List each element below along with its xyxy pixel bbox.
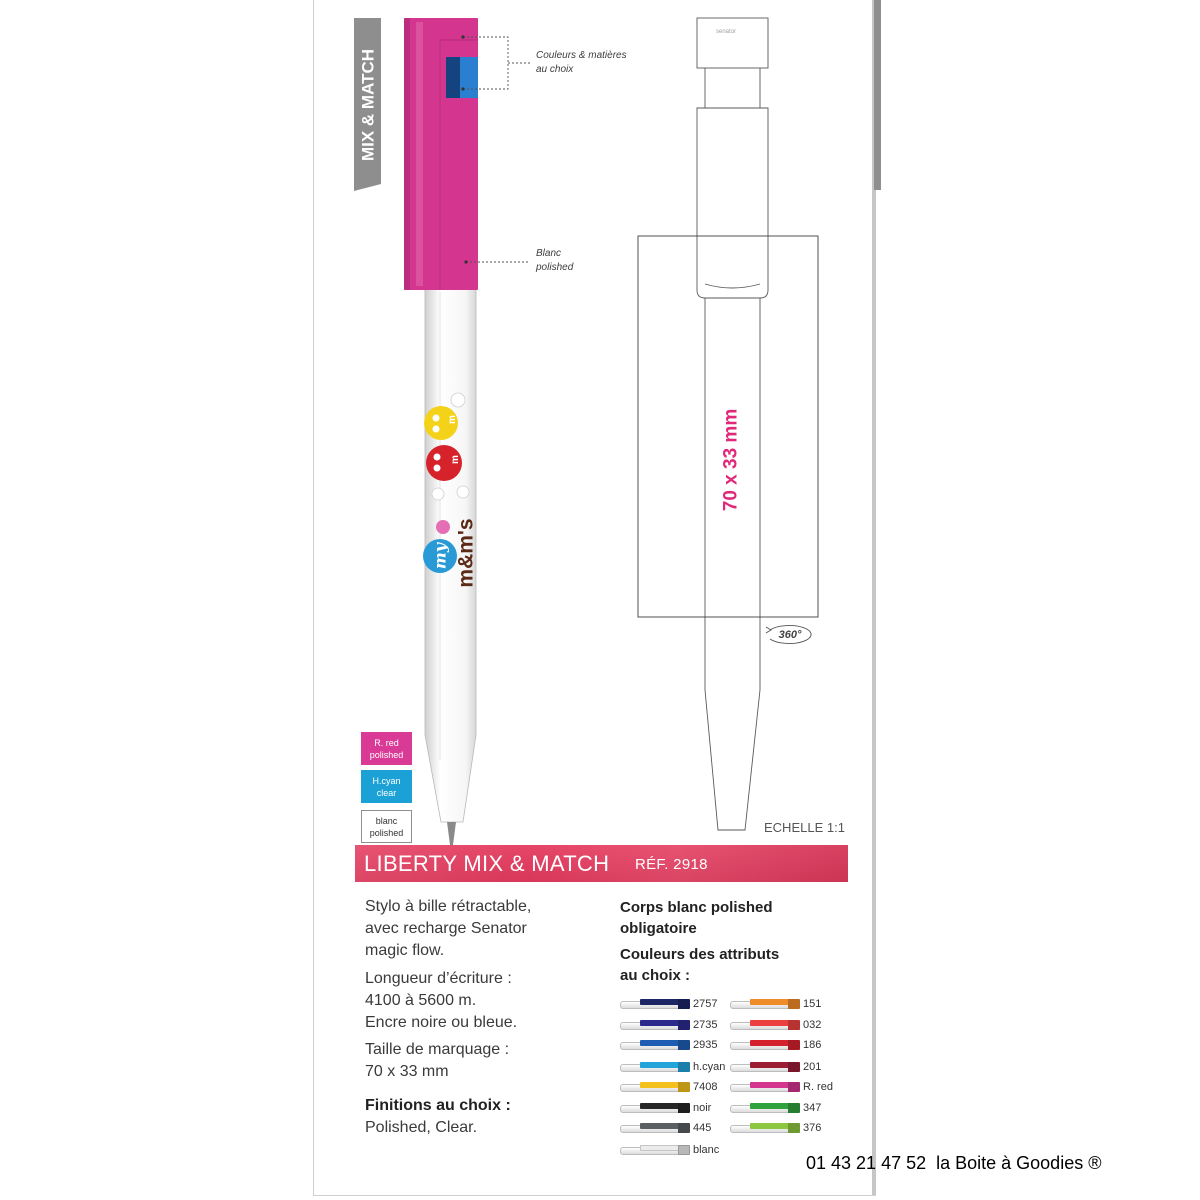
color-option xyxy=(730,1039,830,1051)
description-finishes xyxy=(365,1095,511,1139)
annotation-attributes-line1: Couleurs & matières xyxy=(536,50,627,61)
description-writing xyxy=(365,968,517,1034)
color-option xyxy=(730,1122,830,1134)
rotation-360-icon xyxy=(766,626,811,644)
svg-text:m: m xyxy=(450,455,461,464)
annotation-body-line1: Blanc xyxy=(536,248,562,259)
footer-contact: 01 43 21 47 52 la Boite à Goodies ® xyxy=(806,1153,1102,1173)
mini-pen-icon xyxy=(730,1061,800,1073)
color-code: 445 xyxy=(693,1122,712,1134)
product-reference: RÉF. 2918 xyxy=(635,856,708,873)
pen-tip xyxy=(447,822,456,845)
side-tab xyxy=(354,18,381,191)
drawing-push-button xyxy=(697,18,768,68)
color-option xyxy=(730,1081,833,1093)
color-code: 2757 xyxy=(693,998,718,1010)
color-option xyxy=(620,1081,720,1093)
mini-pen-icon xyxy=(730,998,800,1010)
description-line: Encre noire ou bleue. xyxy=(365,1014,518,1031)
description-line: 70 x 33 mm xyxy=(365,1063,449,1080)
svg-text:m: m xyxy=(447,415,458,424)
side-tab-label: MIX & MATCH xyxy=(358,48,378,162)
drawing-body-lower xyxy=(705,298,760,830)
colors-heading-line1: Couleurs des attributs xyxy=(620,946,780,963)
color-option xyxy=(730,1061,830,1073)
description-intro xyxy=(365,896,531,962)
finish-sublabel: polished xyxy=(369,750,404,760)
color-code: 2735 xyxy=(693,1019,718,1031)
color-code: 347 xyxy=(803,1102,822,1114)
color-option xyxy=(730,1019,830,1031)
finish-swatch-blanc xyxy=(361,810,412,843)
drawing-clip-inner xyxy=(705,284,760,288)
drawing-body-upper xyxy=(705,68,760,108)
mini-pen-icon xyxy=(620,1102,690,1114)
mini-pen-icon xyxy=(620,1144,690,1156)
finishes-heading: Finitions au choix : xyxy=(365,1097,511,1114)
description-line: magic flow. xyxy=(365,942,445,959)
color-code: 032 xyxy=(803,1019,822,1031)
annotation-body-line2: polished xyxy=(536,262,574,273)
product-title: LIBERTY MIX & MATCH xyxy=(364,851,610,876)
mm-logo-brand: m&m's xyxy=(454,518,478,588)
finishes-value: Polished, Clear. xyxy=(365,1119,478,1136)
mini-pen-icon xyxy=(620,1019,690,1031)
color-option xyxy=(620,1061,726,1073)
color-code: 186 xyxy=(803,1039,822,1051)
mini-pen-icon xyxy=(620,1081,690,1093)
mini-pen-icon xyxy=(620,1122,690,1134)
description-marking xyxy=(365,1039,509,1083)
mini-pen-icon xyxy=(620,998,690,1010)
pen-cap-highlight xyxy=(416,22,423,286)
finish-sublabel: clear xyxy=(376,788,397,798)
color-option xyxy=(620,1122,720,1134)
description-line: Stylo à bille rétractable, xyxy=(365,898,532,915)
pen-cap-shadow xyxy=(404,18,410,290)
mini-pen-icon xyxy=(620,1039,690,1051)
color-code: R. red xyxy=(803,1081,833,1093)
scale-label: ECHELLE 1:1 xyxy=(764,820,845,835)
pen-illustration xyxy=(404,18,478,845)
color-code: noir xyxy=(693,1102,712,1114)
colors-heading-line2: au choix : xyxy=(620,967,691,984)
mini-pen-icon xyxy=(730,1102,800,1114)
color-option xyxy=(620,1144,720,1156)
body-note-line2: obligatoire xyxy=(620,920,697,937)
color-option xyxy=(620,998,720,1010)
annotation-body xyxy=(536,247,573,275)
drawing-brand-mark: senator xyxy=(715,29,737,35)
finish-label: R. red xyxy=(374,738,399,748)
product-title-banner xyxy=(355,845,848,882)
annotation-attributes xyxy=(536,49,627,77)
color-option xyxy=(730,998,830,1010)
drawing-clip xyxy=(697,108,768,298)
finish-label: H.cyan xyxy=(372,776,401,786)
color-option xyxy=(620,1102,720,1114)
mini-pen-icon xyxy=(620,1061,690,1073)
color-code: 2935 xyxy=(693,1039,718,1051)
leader-dot xyxy=(461,35,464,38)
mini-pen-icon xyxy=(730,1122,800,1134)
color-code: 376 xyxy=(803,1122,822,1134)
leader-dot xyxy=(461,87,464,90)
body-note xyxy=(620,897,773,939)
description-line: avec recharge Senator xyxy=(365,920,527,937)
annotation-attributes-line2: au choix xyxy=(536,64,574,75)
mini-pen-icon xyxy=(730,1019,800,1031)
finish-label: blanc xyxy=(375,816,398,826)
color-code: 7408 xyxy=(693,1081,718,1093)
color-code: 201 xyxy=(803,1061,822,1073)
finish-sublabel: polished xyxy=(369,828,404,838)
color-option xyxy=(730,1102,830,1114)
color-option xyxy=(620,1039,720,1051)
color-code: h.cyan xyxy=(693,1061,726,1073)
color-code: 151 xyxy=(803,998,822,1010)
description-line: Longueur d’écriture : xyxy=(365,970,512,987)
pen-insert-shade xyxy=(446,57,460,98)
leader-dot xyxy=(464,260,467,263)
rotation-label: 360° xyxy=(778,629,802,641)
finish-swatch-r-red xyxy=(361,732,412,765)
colors-heading xyxy=(620,944,779,986)
description-line: 4100 à 5600 m. xyxy=(365,992,477,1009)
finish-swatch-h-cyan xyxy=(361,770,412,803)
color-code: blanc xyxy=(693,1144,720,1156)
description-line: Taille de marquage : xyxy=(365,1041,510,1058)
print-size-label: 70 x 33 mm xyxy=(720,408,742,512)
mini-pen-icon xyxy=(730,1081,800,1093)
body-note-line1: Corps blanc polished xyxy=(620,899,773,916)
mm-logo-my: my xyxy=(430,542,450,570)
mini-pen-icon xyxy=(730,1039,800,1051)
color-option xyxy=(620,1019,720,1031)
